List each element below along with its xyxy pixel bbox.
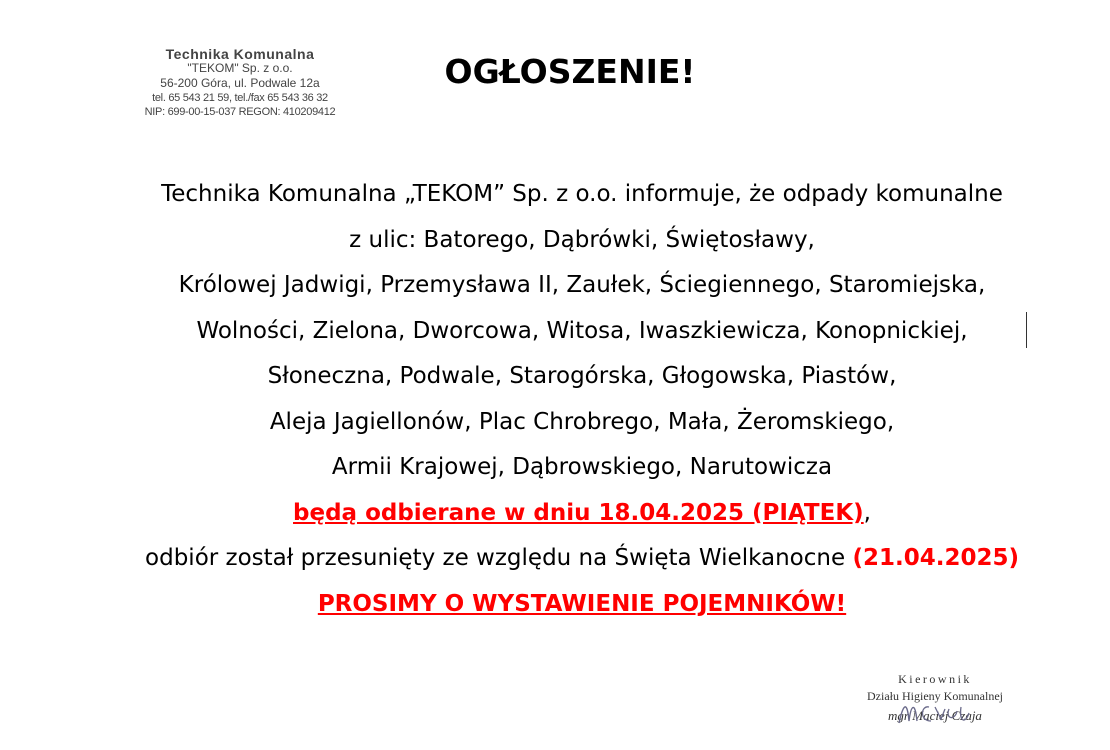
signature-role: Kierownik xyxy=(898,672,972,686)
body-line-1: Technika Komunalna „TEKOM” Sp. z o.o. informuje, że odpady komunalne xyxy=(161,181,1003,207)
body-line-2: z ulic: Batorego, Dąbrówki, Świętosławy, xyxy=(349,226,815,253)
holiday-date: (21.04.2025) xyxy=(852,545,1019,571)
pickup-date-line xyxy=(0,491,1110,537)
shift-reason-text: odbiór został przesunięty ze względu na Święta Wielkanocne xyxy=(145,545,853,571)
body-line-4: Wolności, Zielona, Dworcowa, Witosa, Iwaszkiewicza, Konopnickiej, xyxy=(196,317,968,344)
signature-department: Działu Higieny Komunalnej xyxy=(867,689,1003,703)
stamp-address: 56-200 Góra, ul. Podwale 12a xyxy=(160,76,320,90)
shift-reason-line xyxy=(0,536,1110,582)
stamp-phones: tel. 65 543 21 59, tel./fax 65 543 36 32 xyxy=(152,92,328,104)
appeal-text: PROSIMY O WYSTAWIENIE POJEMNIKÓW! xyxy=(317,590,847,617)
appeal-line xyxy=(0,582,1110,628)
body-line-5: Słoneczna, Podwale, Starogórska, Głogowska, Piastów, xyxy=(267,363,897,389)
signature-name: mgr Maciej Czaja xyxy=(888,708,982,723)
page-title: OGŁOSZENIE! xyxy=(444,52,696,91)
body-line-7: Armii Krajowej, Dąbrowskiego, Narutowicza xyxy=(331,454,833,480)
stamp-ids: NIP: 699-00-15-037 REGON: 410209412 xyxy=(144,106,336,118)
stamp-company-short: "TEKOM" Sp. z o.o. xyxy=(187,61,293,75)
handwritten-signature xyxy=(895,695,975,729)
pickup-date-comma: , xyxy=(863,499,871,526)
text-cursor-bar xyxy=(1026,312,1027,348)
announcement-body xyxy=(0,172,1110,627)
body-line-6: Aleja Jagiellonów, Plac Chrobrego, Mała, Żeromskiego, xyxy=(269,408,895,435)
body-line-3: Królowej Jadwigi, Przemysława II, Zaułek, Ściegiennego, Staromiejska, xyxy=(178,272,986,298)
stamp-company-name: Technika Komunalna xyxy=(165,46,315,62)
pickup-date-highlight: będą odbierane w dniu 18.04.2025 (PIĄTEK) xyxy=(293,499,864,526)
